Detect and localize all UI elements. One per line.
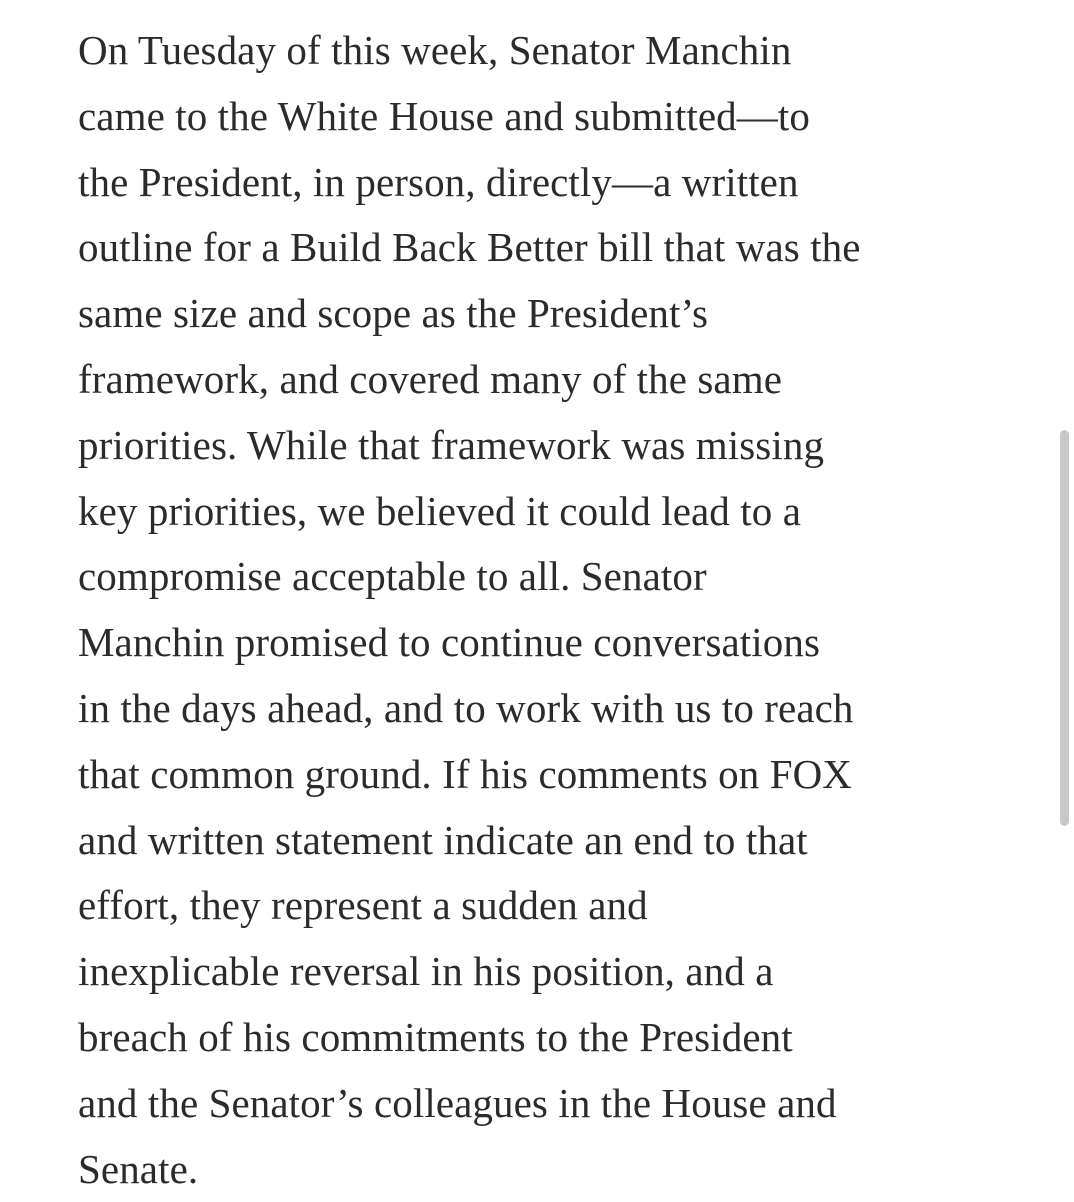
- paragraph-line: breach of his commitments to the President: [78, 1013, 793, 1060]
- vertical-scrollbar[interactable]: [1056, 0, 1074, 1200]
- paragraph-line: inexplicable reversal in his position, and a: [78, 948, 774, 995]
- paragraph-line: that common ground. If his comments on FOX: [78, 750, 853, 797]
- paragraph-line: came to the White House and submitted—to: [78, 92, 810, 139]
- paragraph-line: On Tuesday of this week, Senator Manchin: [78, 27, 792, 73]
- paragraph-line: effort, they represent a sudden and: [78, 882, 648, 929]
- paragraph-line: compromise acceptable to all. Senator: [78, 553, 707, 600]
- paragraph-line: Manchin promised to continue conversations: [78, 619, 821, 666]
- article-paragraph: [78, 18, 1038, 1202]
- scrollbar-thumb[interactable]: [1060, 430, 1069, 826]
- paragraph-line: Senate.: [78, 1145, 199, 1192]
- paragraph-line: key priorities, we believed it could lead to a: [78, 487, 802, 534]
- paragraph-line: outline for a Build Back Better bill that was the: [78, 224, 861, 271]
- paragraph-line: same size and scope as the President’s: [78, 290, 709, 337]
- paragraph-line: and the Senator’s colleagues in the House and: [78, 1079, 837, 1126]
- paragraph-line: framework, and covered many of the same: [78, 355, 783, 402]
- paragraph-line: and written statement indicate an end to that: [78, 816, 808, 863]
- paragraph-line: priorities. While that framework was missing: [78, 421, 825, 468]
- paragraph-line: the President, in person, directly—a written: [78, 158, 799, 205]
- paragraph-line: in the days ahead, and to work with us to reach: [78, 684, 854, 731]
